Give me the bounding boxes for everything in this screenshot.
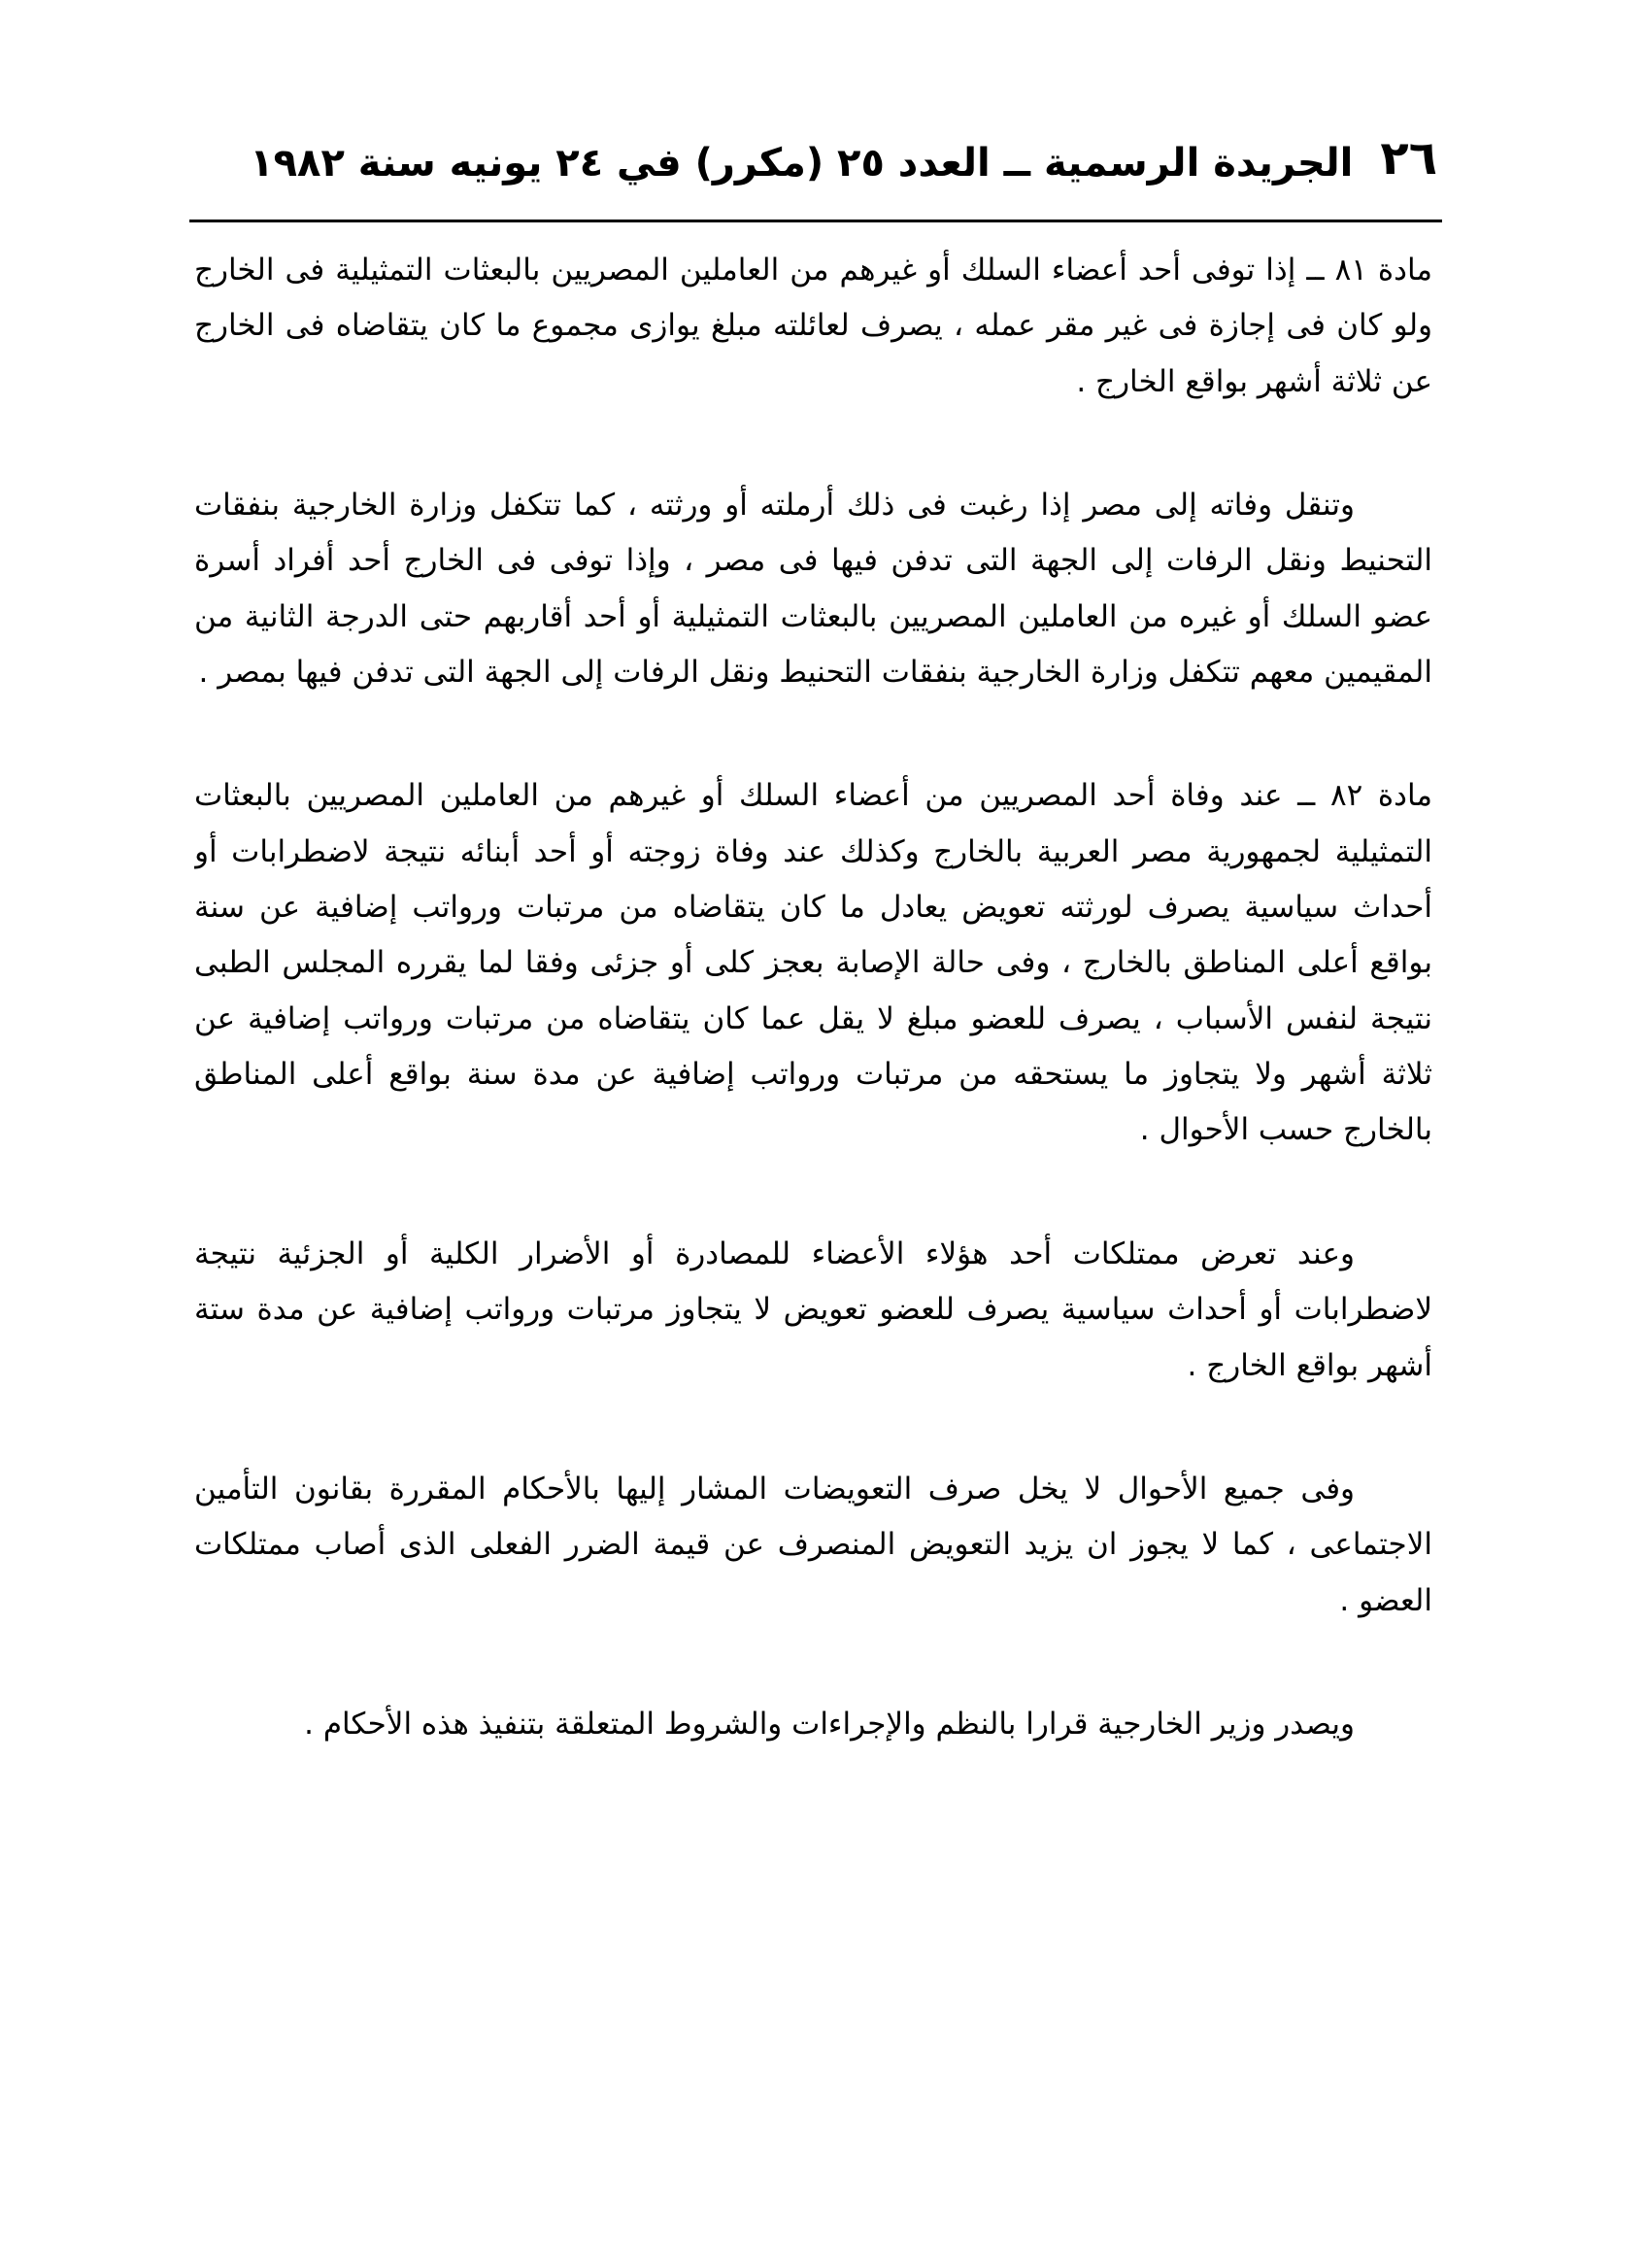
article-82-final-paragraph: ويصدر وزير الخارجية قرارا بالنظم والإجراءات والشروط المتعلقة بتنفيذ هذه الأحكام .	[304, 1706, 1355, 1742]
running-header	[243, 107, 1437, 185]
page-number: ٢٦	[1380, 131, 1437, 186]
article-82-third-paragraph: وفى جميع الأحوال لا يخل صرف التعويضات المشار إليها بالأحكام المقررة بقانون التأمين الاجتماعى ، كما لا يجوز ان يزيد التعويض المنصرف عن قيمة الضرر الفعلى الذى أصاب ممتلكات العضو .	[194, 1471, 1432, 1618]
paragraph-gap	[194, 700, 1432, 768]
article-81-second-paragraph: وتنقل وفاته إلى مصر إذا رغبت فى ذلك أرملته أو ورثته ، كما تتكفل وزارة الخارجية بنفقات التحنيط ونقل الرفات إلى الجهة التى تدفن فيها فى مصر ، وإذا توفى فى الخارج أحد أفراد أسرة عضو السلك أو غيره من العاملين المصريين بالبعثات التمثيلية أو أحد أقاربهم حتى الدرجة الثانية من المقيمين معهم تتكفل وزارة الخارجية بنفقات التحنيط ونقل الرفات إلى الجهة التى تدفن فيها بمصر .	[194, 488, 1432, 691]
running-title: الجريدة الرسمية ــ العدد ٢٥ (مكرر) في ٢٤ يونيه سنة ١٩٨٢	[250, 141, 1354, 186]
paragraph-gap	[194, 1394, 1432, 1462]
article-82-paragraph: مادة ٨٢ ــ عند وفاة أحد المصريين من أعضاء السلك أو غيرهم من العاملين المصريين بالبعثات التمثيلية لجمهورية مصر العربية بالخارج وكذلك عند وفاة زوجته أو أحد أبنائه نتيجة لاضطرابات أو أحداث سياسية يصرف لورثته تعويض يعادل ما كان يتقاضاه من مرتبات ورواتب إضافية عن سنة بواقع أعلى المناطق بالخارج ، وفى حالة الإصابة بعجز كلى أو جزئى وفقا لما يقرره المجلس الطبى نتيجة لنفس الأسباب ، يصرف للعضو مبلغ لا يقل عما كان يتقاضاه من مرتبات ورواتب إضافية عن ثلاثة أشهر ولا يتجاوز ما يستحقه من مرتبات ورواتب إضافية عن مدة سنة بواقع أعلى المناطق بالخارج حسب الأحوال .	[194, 778, 1432, 1148]
body-text	[194, 243, 1432, 2166]
header-rule	[189, 220, 1442, 222]
article-81-paragraph: مادة ٨١ ــ إذا توفى أحد أعضاء السلك أو غيرهم من العاملين المصريين بالبعثات التمثيلية فى الخارج ولو كان فى إجازة فى غير مقر عمله ، يصرف لعائلته مبلغ يوازى مجموع ما كان يتقاضاه فى الخارج عن ثلاثة أشهر بواقع الخارج .	[194, 253, 1432, 399]
paragraph-gap	[194, 410, 1432, 478]
paragraph-gap	[194, 1629, 1432, 1697]
paragraph-gap	[194, 1159, 1432, 1227]
article-82-second-paragraph: وعند تعرض ممتلكات أحد هؤلاء الأعضاء للمصادرة أو الأضرار الكلية أو الجزئية نتيجة لاضطرابات أو أحداث سياسية يصرف للعضو تعويض لا يتجاوز مرتبات ورواتب إضافية عن مدة ستة أشهر بواقع الخارج .	[194, 1236, 1432, 1383]
